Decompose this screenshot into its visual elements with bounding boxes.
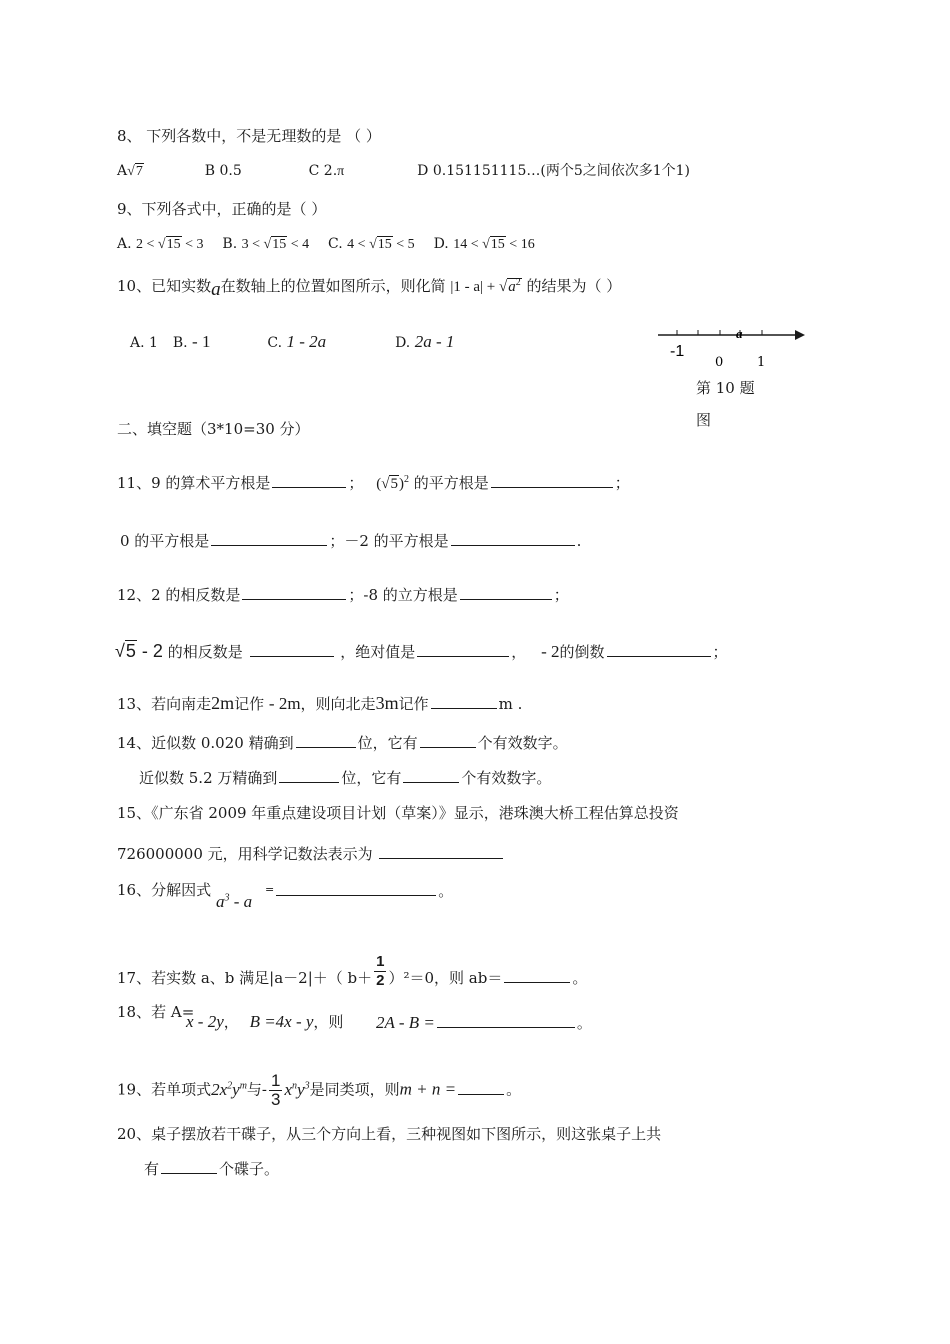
q11-line2: 0 的平方根是 ；－2 的平方根是 .	[120, 532, 582, 550]
q16-answer: = 。	[265, 882, 454, 900]
q8-option-d: D 0.151151115…	[417, 163, 541, 179]
fig-zero-label: 0	[715, 355, 724, 370]
fig-one-label: 1	[757, 355, 766, 370]
answer-blank[interactable]	[451, 530, 575, 546]
q15-line1: 15、《广东省 2009 年重点建设项目计划（草案）》显示，港珠澳大桥工程估算总投资	[117, 804, 679, 822]
q11-line1: 11、9 的算术平方根是 ； $(√5)^2$ 的平方根是 ；	[117, 474, 630, 492]
q8-option-d-note: (两个5之间依次多1个1)	[540, 163, 691, 179]
q12-line1: 12、2 的相反数是 ；-8 的立方根是 ；	[117, 586, 569, 604]
q10-option-b: B. - 1	[172, 332, 211, 351]
answer-blank[interactable]	[403, 767, 459, 783]
q9-options	[117, 234, 535, 255]
q17-line: 17、若实数 a、b 满足|a－2|＋（ b＋ $\frac{1}{2}$ ）²＝0，则 ab＝ 。	[117, 953, 588, 989]
q8-option-a: A√7	[117, 163, 143, 179]
q16-line: 16、分解因式	[117, 881, 212, 899]
answer-blank[interactable]	[242, 584, 346, 600]
answer-blank[interactable]	[431, 693, 497, 709]
q15-line2: 726000000 元，用科学记数法表示为	[117, 843, 505, 864]
q13-line: 13、若向南走2m记作 - 2m，则向北走3m记作 m .	[117, 693, 523, 713]
answer-blank[interactable]	[458, 1079, 504, 1095]
q10-option-d: D. 2a - 1	[395, 332, 455, 351]
q18-line: 18、若 A=	[117, 1003, 195, 1021]
answer-blank[interactable]	[296, 732, 356, 748]
answer-blank[interactable]	[420, 732, 476, 748]
q9-option-b: B. 3 < √15 < 4	[222, 236, 310, 252]
number-line-figure	[650, 320, 820, 380]
answer-blank[interactable]	[417, 641, 509, 657]
number-line-arrow	[795, 330, 805, 340]
fig-caption-2: 图	[696, 411, 712, 429]
answer-blank[interactable]	[276, 880, 436, 896]
answer-blank[interactable]	[272, 472, 346, 488]
q10-option-a: A. 1	[130, 335, 158, 351]
answer-blank[interactable]	[379, 843, 503, 859]
q18-answer: 2A - B = 。	[376, 1013, 592, 1032]
q8-options	[117, 161, 690, 182]
q12-line2: √5 - 2 的相反数是 ，绝对值是 ， - 2的倒数 ；	[115, 641, 728, 661]
q9-stem: 9、下列各式中，正确的是（ ）	[117, 200, 327, 218]
answer-blank[interactable]	[211, 530, 327, 546]
q16-expr: $a^3$ - a	[216, 892, 253, 911]
q14-line1: 14、近似数 0.020 精确到 位，它有 个有效数字。	[117, 734, 568, 752]
answer-blank[interactable]	[161, 1158, 217, 1174]
q18-exprs: x - 2y， B =4x - y，则	[186, 1012, 344, 1031]
section-title: 二、填空题（3*10=30 分）	[117, 420, 310, 438]
answer-blank[interactable]	[250, 641, 334, 657]
answer-blank[interactable]	[504, 967, 570, 983]
q20-line1: 20、桌子摆放若干碟子，从三个方向上看，三种视图如下图所示，则这张桌子上共	[117, 1125, 662, 1143]
answer-blank[interactable]	[607, 641, 711, 657]
q14-line2: 近似数 5.2 万精确到 位，它有 个有效数字。	[139, 769, 552, 787]
q10-options	[130, 332, 454, 353]
fig-a-label: a	[736, 326, 743, 341]
q10-option-c: C. 1 - 2a	[267, 332, 327, 351]
fig-caption-1: 第 10 题	[696, 379, 755, 397]
q19-line: 19、若单项式$2x^2y^m$与- $\frac{1}{3}$ $x^ny^3$是同类项，则m + n = 。	[117, 1071, 522, 1109]
q8-option-b: B 0.5	[204, 163, 242, 179]
answer-blank[interactable]	[437, 1012, 575, 1028]
q9-option-c: C. 4 < √15 < 5	[328, 236, 415, 252]
q8-stem: 8、 下列各数中，不是无理数的是 （ ）	[117, 127, 381, 145]
answer-blank[interactable]	[460, 584, 552, 600]
q10-stem: 10、已知实数a在数轴上的位置如图所示，则化简 $|1 - a| + √a^2$ 的结果为（ ）	[117, 277, 622, 300]
answer-blank[interactable]	[491, 472, 613, 488]
q8-option-c: C 2.π	[308, 163, 345, 179]
fig-neg1-label: -1	[670, 343, 685, 360]
q9-option-d: D. 14 < √15 < 16	[433, 236, 535, 252]
q20-line2: 有 个碟子。	[144, 1160, 280, 1178]
answer-blank[interactable]	[279, 767, 339, 783]
q9-option-a: A. 2 < √15 < 3	[117, 236, 204, 252]
